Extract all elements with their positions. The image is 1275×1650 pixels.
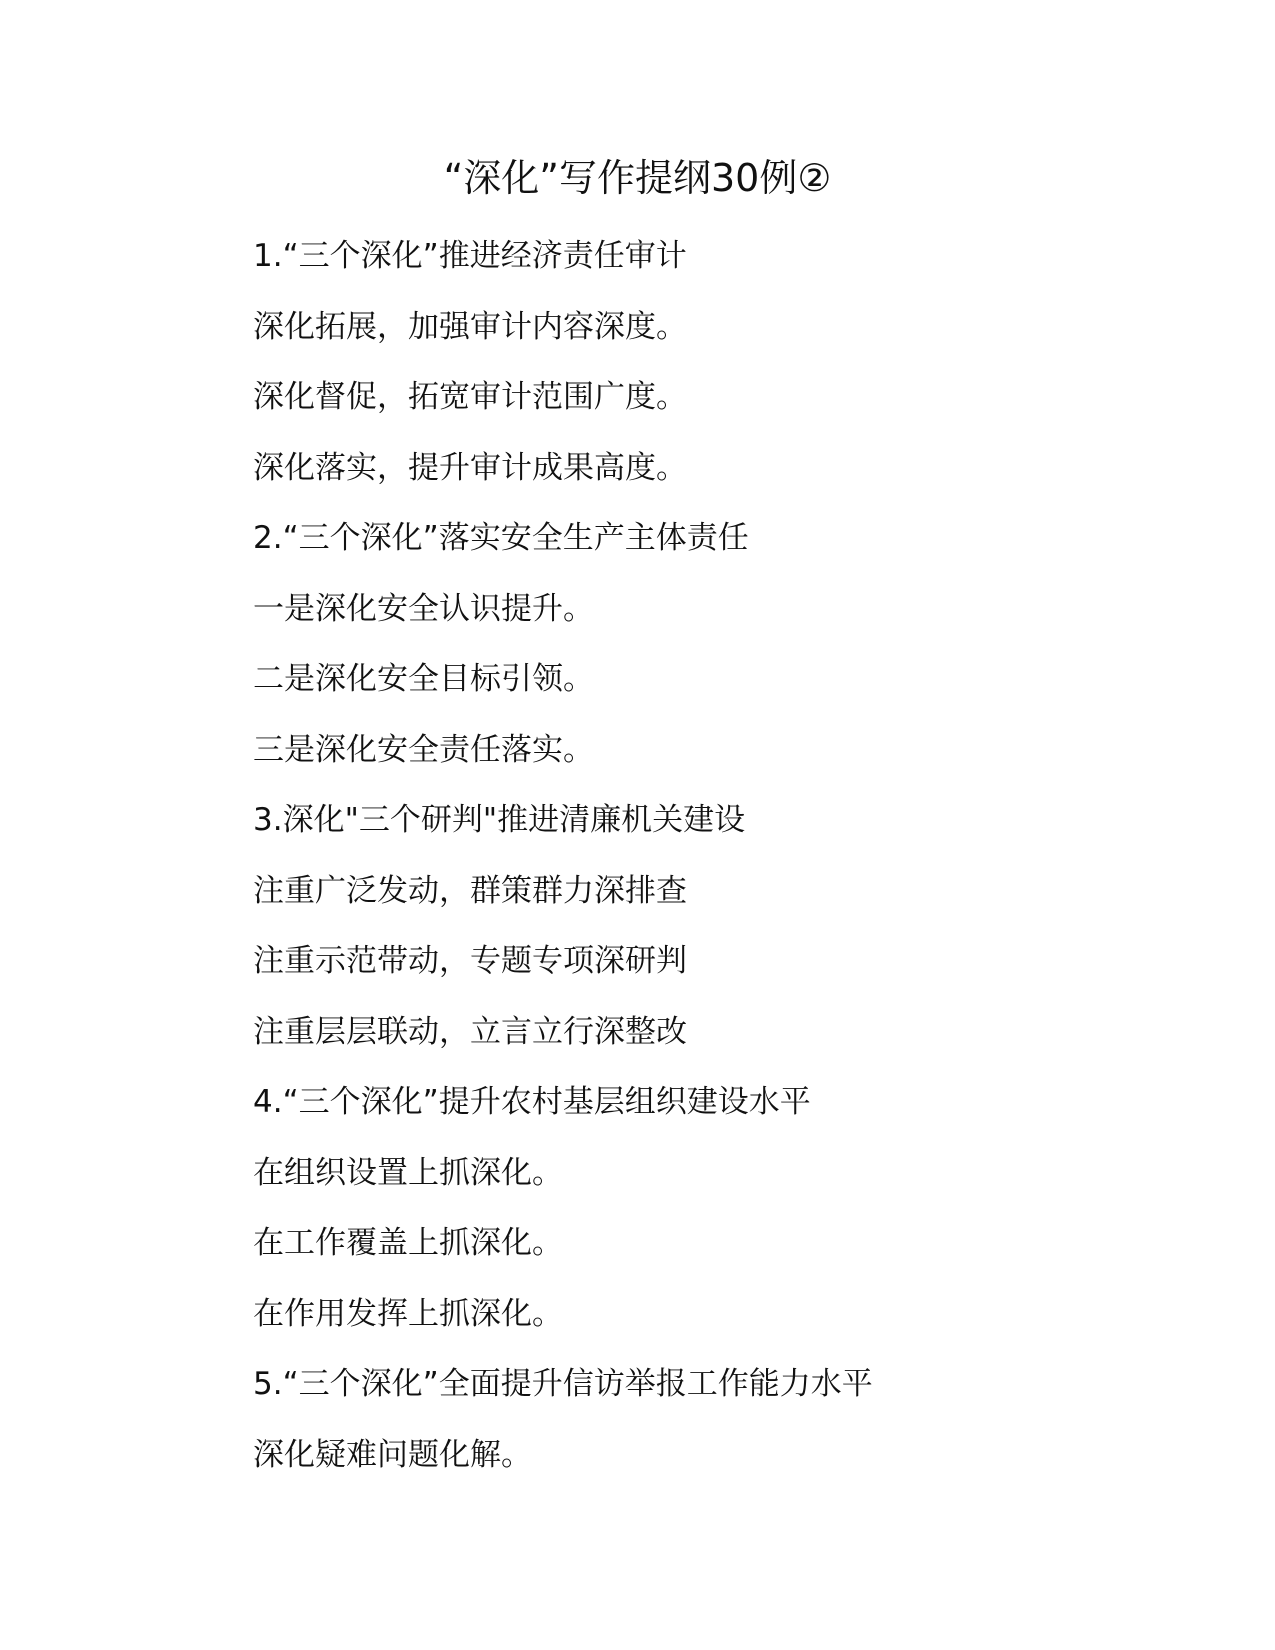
heading-5: 5.“三个深化”全面提升信访举报工作能力水平 <box>253 1366 873 1402</box>
document-body <box>253 228 1153 1497</box>
paragraph-line: 深化落实，提升审计成果高度。 <box>253 449 687 486</box>
paragraph-line: 在工作覆盖上抓深化。 <box>253 1225 563 1261</box>
paragraph-line: 二是深化安全目标引领。 <box>253 661 594 697</box>
paragraph-line: 深化拓展，加强审计内容深度。 <box>253 308 687 345</box>
heading-4: 4.“三个深化”提升农村基层组织建设水平 <box>253 1084 811 1120</box>
paragraph-line: 在组织设置上抓深化。 <box>253 1154 563 1191</box>
heading-1: 1.“三个深化”推进经济责任审计 <box>253 238 687 274</box>
paragraph-line: 深化疑难问题化解。 <box>253 1436 532 1473</box>
heading-3: 3.深化"三个研判"推进清廉机关建设 <box>253 802 746 838</box>
heading-2: 2.“三个深化”落实安全生产主体责任 <box>253 520 749 556</box>
paragraph-line: 三是深化安全责任落实。 <box>253 731 594 768</box>
paragraph-line: 深化督促，拓宽审计范围广度。 <box>253 379 687 415</box>
paragraph-line: 注重层层联动，立言立行深整改 <box>253 1013 687 1050</box>
document-title: “深化”写作提纲30例② <box>443 156 832 200</box>
paragraph-line: 一是深化安全认识提升。 <box>253 590 594 627</box>
paragraph-line: 注重示范带动，专题专项深研判 <box>253 943 687 979</box>
paragraph-line: 在作用发挥上抓深化。 <box>253 1295 563 1332</box>
paragraph-line: 注重广泛发动，群策群力深排查 <box>253 872 687 909</box>
